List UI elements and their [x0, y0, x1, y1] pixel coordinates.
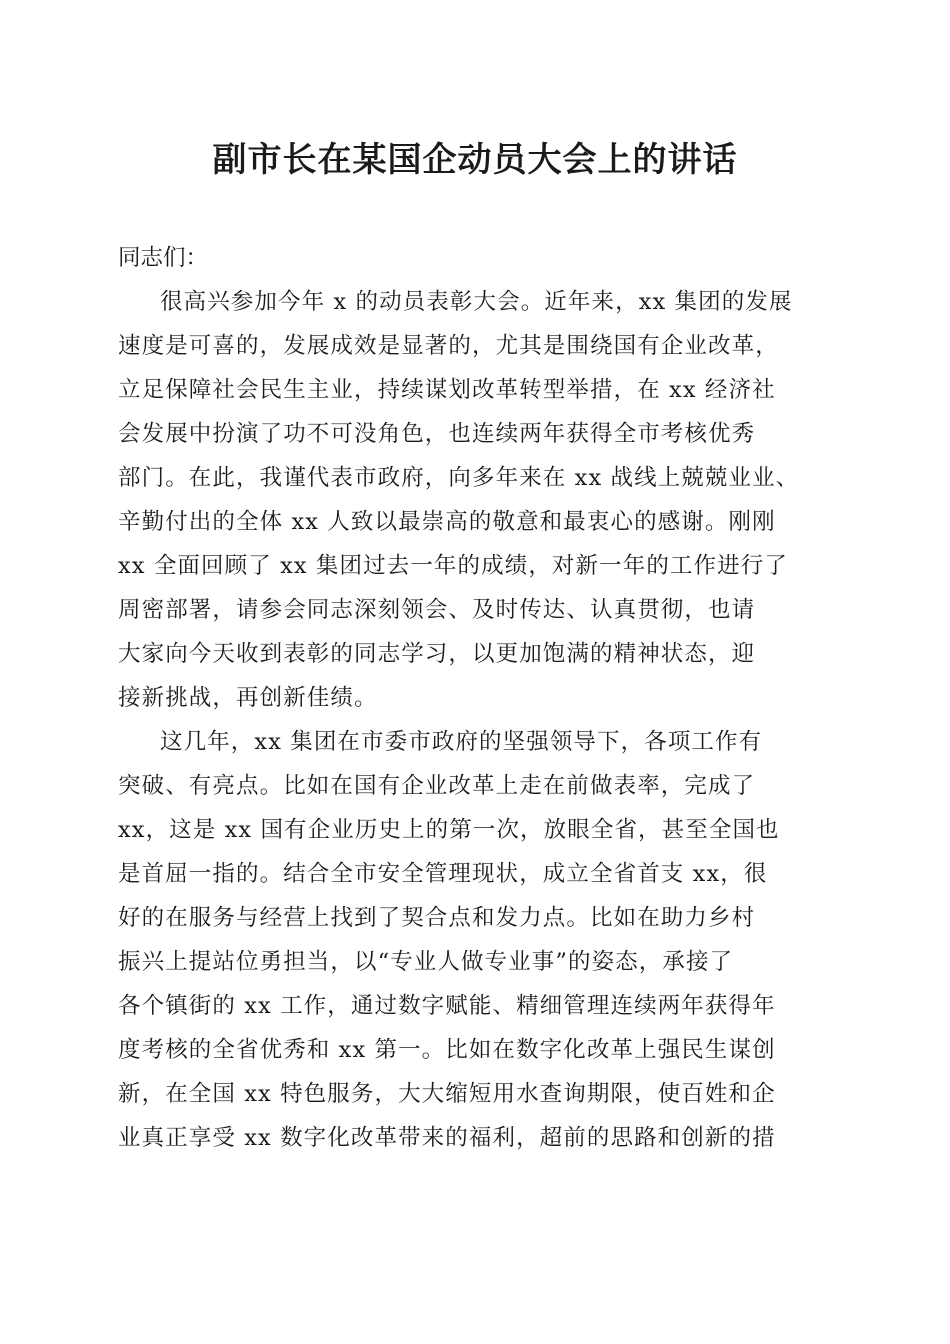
- paragraph-2: [118, 720, 834, 1160]
- text-line: 突破、有亮点。比如在国有企业改革上走在前做表率，完成了: [118, 773, 756, 799]
- text-line: 是首屈一指的。结合全市安全管理现状，成立全省首支 xx，很: [118, 861, 768, 887]
- text-line: xx，这是 xx 国有企业历史上的第一次，放眼全省，甚至全国也: [118, 817, 780, 843]
- salutation: 同志们：: [118, 245, 209, 271]
- text-line: 这几年，xx 集团在市委市政府的坚强领导下，各项工作有: [160, 729, 763, 755]
- text-line: 周密部署，请参会同志深刻领会、及时传达、认真贯彻，也请: [118, 597, 756, 623]
- text-line: 业真正享受 xx 数字化改革带来的福利，超前的思路和创新的措: [118, 1125, 776, 1151]
- text-line: 辛勤付出的全体 xx 人致以最崇高的敬意和最衷心的感谢。刚刚: [118, 509, 776, 535]
- text-line: 新，在全国 xx 特色服务，大大缩短用水查询期限，使百姓和企: [118, 1081, 776, 1107]
- text-line: 很高兴参加今年 x 的动员表彰大会。近年来，xx 集团的发展: [160, 289, 793, 315]
- text-line: 各个镇街的 xx 工作，通过数字赋能、精细管理连续两年获得年: [118, 993, 776, 1019]
- text-line: 立足保障社会民生主业，持续谋划改革转型举措，在 xx 经济社: [118, 377, 776, 403]
- text-line: 部门。在此，我谨代表市政府，向多年来在 xx 战线上兢兢业业、: [118, 465, 800, 491]
- text-line: 会发展中扮演了功不可没角色，也连续两年获得全市考核优秀: [118, 421, 756, 447]
- text-line: 好的在服务与经营上找到了契合点和发力点。比如在助力乡村: [118, 905, 756, 931]
- text-line: 度考核的全省优秀和 xx 第一。比如在数字化改革上强民生谋创: [118, 1037, 776, 1063]
- text-line: 接新挑战，再创新佳绩。: [118, 685, 378, 711]
- paragraph-1: [118, 280, 834, 720]
- text-line: 速度是可喜的，发展成效是显著的，尤其是围绕国有企业改革，: [118, 333, 779, 359]
- text-line: 振兴上提站位勇担当，以“专业人做专业事”的姿态，承接了: [118, 949, 734, 975]
- document-title: 副市长在某国企动员大会上的讲话: [212, 140, 738, 180]
- text-line: 大家向今天收到表彰的同志学习，以更加饱满的精神状态，迎: [118, 641, 756, 667]
- document-body: [118, 236, 834, 1160]
- text-line: xx 全面回顾了 xx 集团过去一年的成绩，对新一年的工作进行了: [118, 553, 788, 579]
